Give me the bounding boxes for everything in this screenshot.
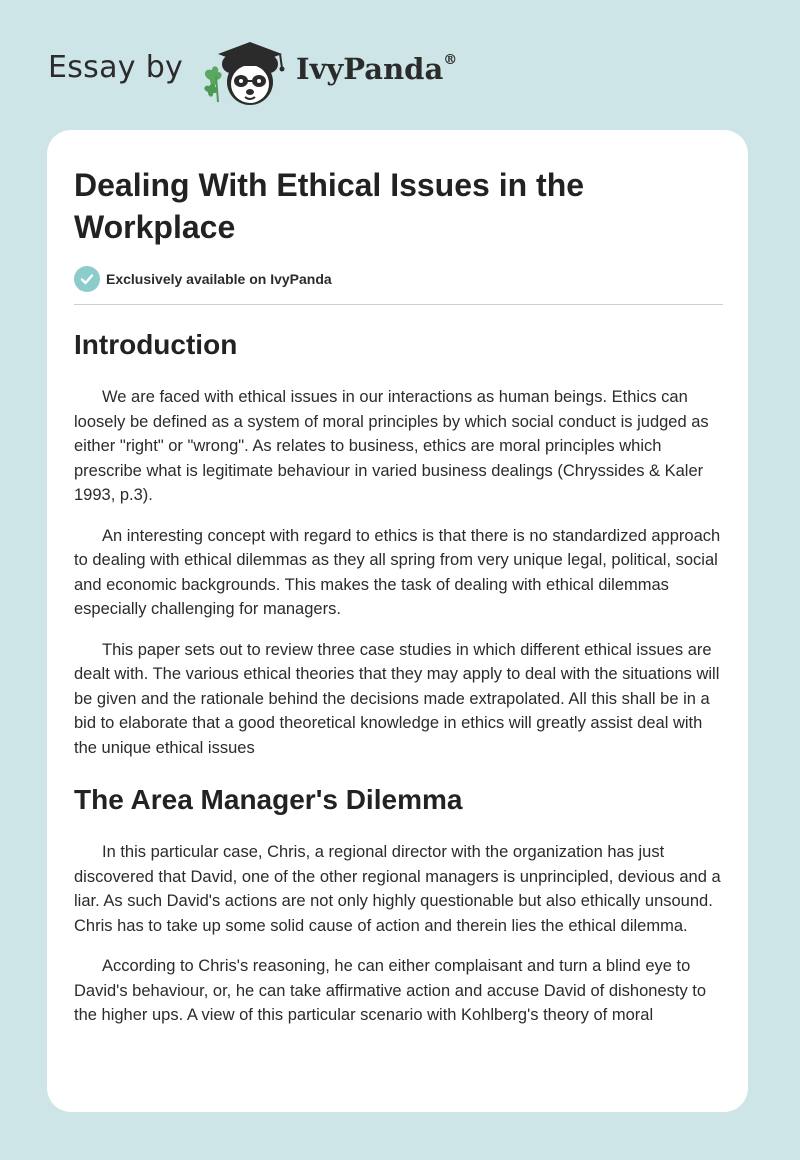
page-title: Dealing With Ethical Issues in the Workplace: [74, 167, 585, 245]
essay-content: [74, 164, 723, 1044]
section-heading-introduction: Introduction: [74, 329, 238, 360]
paragraph: An interesting concept with regard to ethics is that there is no standardized approach to dealing with ethical dilemmas as they all spring from very unique legal, political, social and economic backgrounds. This makes the task of dealing with ethical dilemmas especially challenging for managers.: [74, 526, 721, 618]
checkmark-icon: [74, 266, 100, 292]
exclusive-label: Exclusively available on IvyPanda: [106, 271, 332, 287]
paragraph: In this particular case, Chris, a regional director with the organization has just discovered that David, one of the other regional managers is unprincipled, devious and a liar. As such David's actions are not only highly questionable but also ethically unsound. Chris has to take up some solid cause of action and therein lies the ethical dilemma.: [74, 843, 721, 935]
paragraph: This paper sets out to review three case studies in which different ethical issues are dealt with. The various ethical theories that they may apply to deal with the situations will be given and the rationale behind the decisions made extrapolated. All this shall be in a bid to elaborate that a good theoretical knowledge in ethics will greatly assist deal with the unique ethical issues: [74, 640, 720, 757]
exclusive-badge: [74, 266, 723, 292]
panda-logo-icon[interactable]: [200, 36, 292, 108]
divider: [74, 304, 723, 305]
paragraph: We are faced with ethical issues in our interactions as human beings. Ethics can loosely be defined as a system of moral principles by which social conduct is judged as either "right" or "wrong". As relates to business, ethics are moral principles which prescribe what is legitimate behaviour in varied business dealings (Chryssides & Kaler 1993, p.3).: [74, 388, 709, 504]
brand-name[interactable]: IvyPanda®: [296, 52, 458, 86]
essay-by-label: Essay by: [48, 50, 184, 85]
section-heading-area-manager: The Area Manager's Dilemma: [74, 784, 463, 815]
site-header: [0, 0, 800, 130]
paragraph: According to Chris's reasoning, he can either complaisant and turn a blind eye to David's behaviour, or, he can take affirmative action and accuse David of dishonesty to the higher ups. A view of this particular scenario with Kohlberg's theory of moral: [74, 957, 707, 1024]
essay-card: [47, 130, 748, 1112]
